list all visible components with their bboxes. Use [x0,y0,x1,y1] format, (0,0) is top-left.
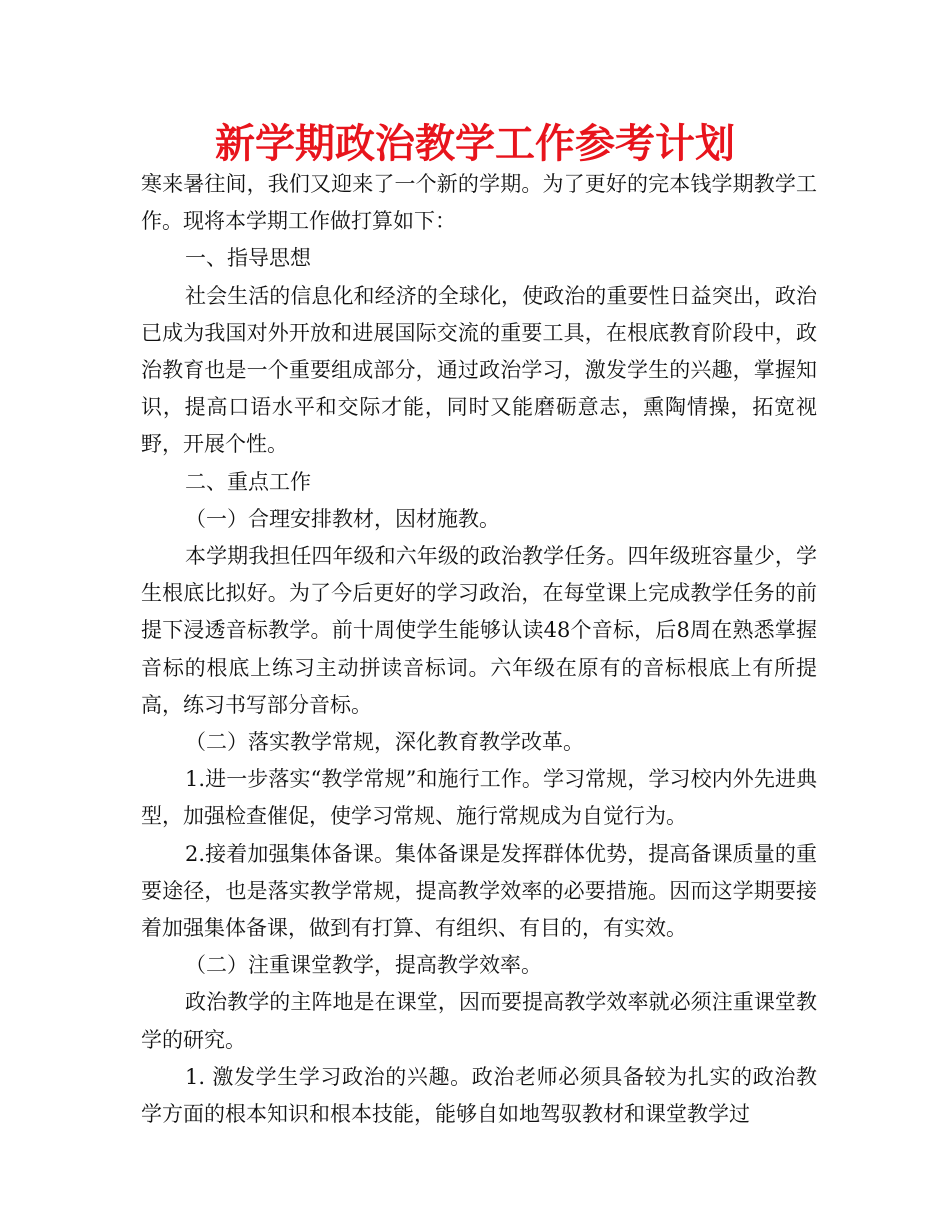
list-item: 2.接着加强集体备课。集体备课是发挥群体优势，提高备课质量的重要途径，也是落实教学常规，提高教学效率的必要措施。因而这学期要接着加强集体备课，做到有打算、有组织、有目的，有实效。 [141,841,817,941]
body-paragraph: 本学期我担任四年级和六年级的政治教学任务。四年级班容量少，学生根底比拟好。为了今后更好的学习政治，在每堂课上完成教学任务的前提下浸透音标教学。前十周使学生能够认读48个音标，后8周在熟悉掌握音标的根底上练习主动拼读音标词。六年级在原有的音标根底上有所提高，练习书写部分音标。 [141,544,817,717]
subsection-heading: （二）落实教学常规，深化教育教学改革。 [185,730,584,755]
list-item: 1. 激发学生学习政治的兴趣。政治老师必须具备较为扎实的政治教学方面的根本知识和根本技能，能够自如地驾驭教材和课堂教学过 [141,1064,817,1127]
subsection-heading: （二）注重课堂教学，提高教学效率。 [185,953,542,978]
body-paragraph: 社会生活的信息化和经济的全球化，使政治的重要性日益突出，政治已成为我国对外开放和进展国际交流的重要工具，在根底教育阶段中，政治教育也是一个重要组成部分，通过政治学习，激发学生的兴趣，掌握知识，提高口语水平和交际才能，同时又能磨砺意志，熏陶情操，拓宽视野，开展个性。 [141,283,817,457]
body-paragraph: 政治教学的主阵地是在课堂，因而要提高教学效率就必须注重课堂教学的研究。 [141,990,817,1052]
list-item: 1.进一步落实“教学常规”和施行工作。学习常规，学习校内外先进典型，加强检查催促，使学习常规、施行常规成为自觉行为。 [141,767,817,829]
intro-paragraph: 寒来暑往间，我们又迎来了一个新的学期。为了更好的完本钱学期教学工作。现将本学期工作做打算如下： [141,172,817,234]
section-heading-key-work: 二、重点工作 [185,469,311,494]
document-title: 新学期政治教学工作参考计划 [215,121,735,167]
section-heading-guiding-thought: 一、指导思想 [185,246,311,271]
subsection-heading: （一）合理安排教材，因材施教。 [185,506,500,531]
document-body [141,166,817,1133]
